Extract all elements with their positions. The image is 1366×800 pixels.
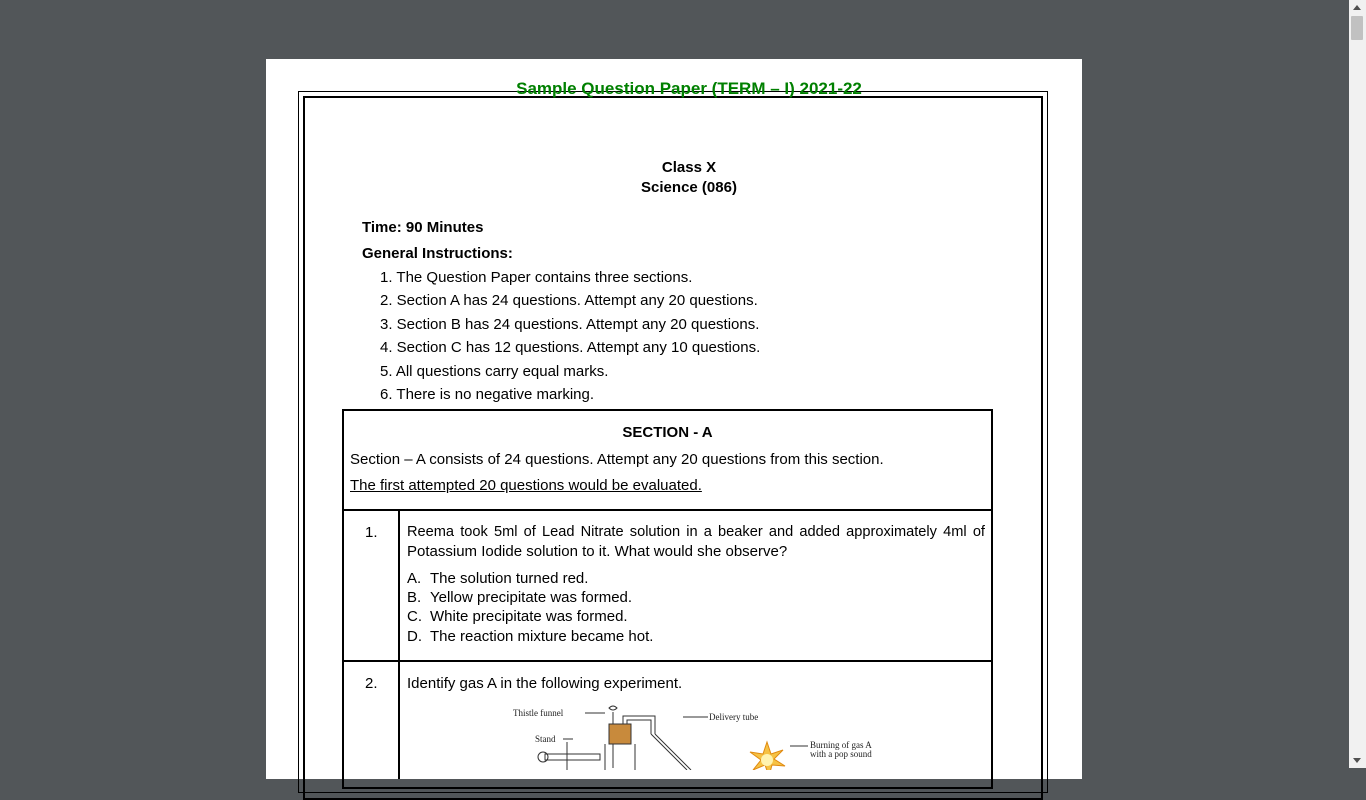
flame-burst [750, 742, 785, 770]
instructions-heading: General Instructions: [362, 245, 513, 262]
diagram-label-pop: with a pop sound [810, 749, 872, 759]
class-label: Class X [661, 159, 717, 176]
question-number: 2. [365, 675, 378, 692]
number-column-divider [398, 509, 400, 779]
section-a-description: Section – A consists of 24 questions. Attempt any 20 questions from this section. [350, 451, 884, 468]
question-text: Identify gas A in the following experiment. [407, 675, 683, 692]
diagram-label-thistle-funnel: Thistle funnel [513, 708, 564, 718]
stopper [609, 724, 631, 744]
subject-label: Science (086) [641, 179, 737, 196]
stand-rod [545, 754, 600, 760]
option-letter: A. [407, 570, 422, 587]
option-text: White precipitate was formed. [430, 608, 628, 625]
option-letter: D. [407, 628, 422, 645]
delivery-tube-down [651, 734, 691, 770]
question-text: Reema took 5ml of Lead Nitrate solution in a beaker and added approximately 4ml of [407, 524, 985, 540]
diagram-label-delivery-tube: Delivery tube [709, 712, 759, 722]
paper-title: Sample Question Paper (TERM – I) 2021-22 [516, 79, 862, 98]
scrollbar-thumb[interactable] [1351, 16, 1363, 40]
instruction-item: 4. Section C has 12 questions. Attempt any 10 questions. [380, 339, 761, 356]
time-label: Time: 90 Minutes [362, 219, 484, 236]
instruction-item: 1. The Question Paper contains three sections. [380, 269, 693, 286]
option-letter: B. [407, 589, 422, 606]
question-text: Potassium Iodide solution to it. What would she observe? [407, 543, 788, 560]
gas-experiment-diagram [505, 700, 905, 770]
diagram-label-stand: Stand [535, 734, 556, 744]
section-a-heading: SECTION - A [622, 424, 713, 441]
question-number: 1. [365, 524, 378, 541]
table-divider [342, 660, 993, 662]
scroll-up-icon[interactable] [1353, 5, 1361, 10]
instruction-item: 2. Section A has 24 questions. Attempt any 20 questions. [380, 292, 758, 309]
instruction-item: 3. Section B has 24 questions. Attempt any 20 questions. [380, 316, 760, 333]
clamp [538, 752, 548, 762]
section-a-note: The first attempted 20 questions would be evaluated. [350, 477, 702, 494]
option-text: The reaction mixture became hot. [430, 628, 654, 645]
table-divider [342, 509, 993, 511]
option-text: The solution turned red. [430, 570, 589, 587]
option-letter: C. [407, 608, 422, 625]
option-text: Yellow precipitate was formed. [430, 589, 633, 606]
diagram-label-burning: Burning of gas A [810, 740, 872, 750]
instruction-item: 5. All questions carry equal marks. [380, 363, 609, 380]
vertical-scrollbar[interactable] [1349, 0, 1366, 768]
thistle-funnel-shape [609, 706, 617, 710]
scroll-down-icon[interactable] [1353, 758, 1361, 763]
instruction-item: 6. There is no negative marking. [380, 386, 595, 403]
